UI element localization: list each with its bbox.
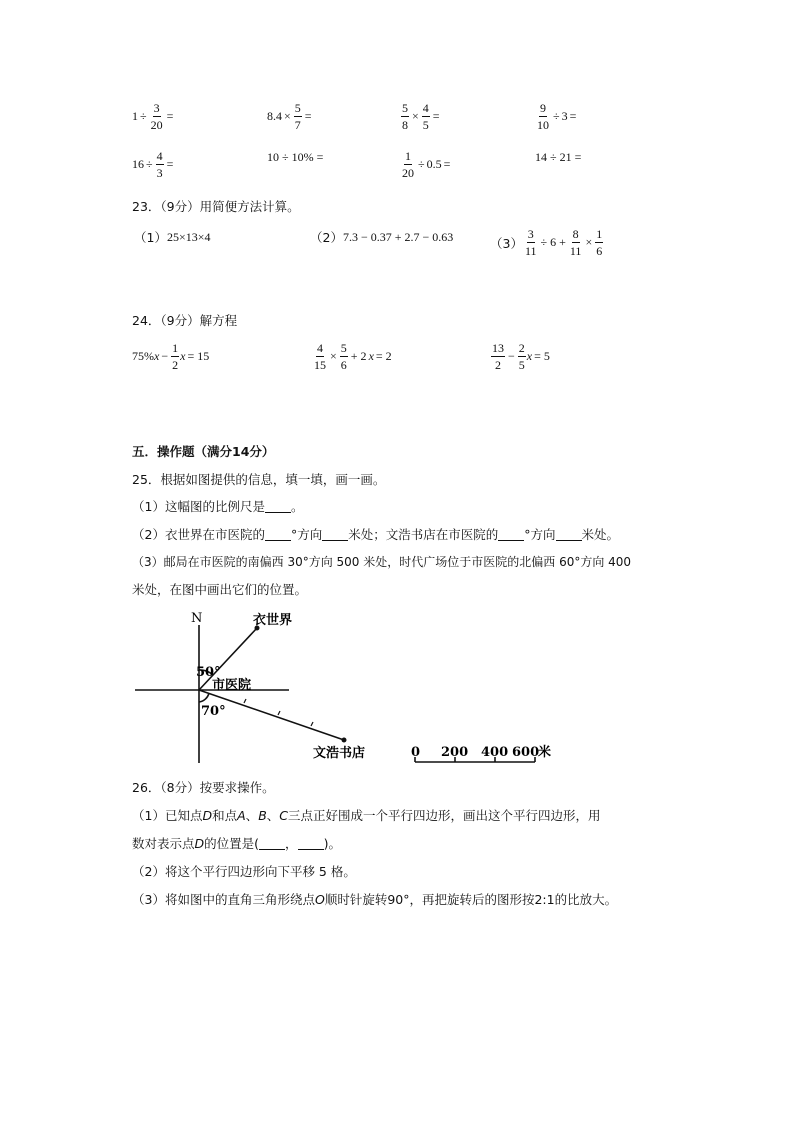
q25-s2: （2）衣世界在市医院的 °方向 米处；文浩书店在市医院的 °方向 米处。 xyxy=(132,527,620,542)
q25-s3-line2: 米处，在图中画出它们的位置。 xyxy=(132,582,308,597)
q23-p3: （3） $\frac{3}{11}$ ÷ 6 + $\frac{8}{11}$ × $\frac{1}{6}$ xyxy=(490,227,603,258)
ray-tick xyxy=(244,699,246,703)
q26-s1-line2: 数对表示点D的位置是( ， )。 xyxy=(132,836,341,851)
q25-s3-line1: （3）邮局在市医院的南偏西 30°方向 500 米处，时代广场位于市医院的北偏西 60°方向 400 xyxy=(132,555,632,569)
q25-title: 25．根据如图提供的信息，填一填，画一画。 xyxy=(132,472,386,487)
section-title: 五．操作题（满分14分） xyxy=(132,444,275,459)
label-angle-50: 50° xyxy=(196,665,221,680)
calc-1-1: 1 ÷ $\frac{3}{20}$ = xyxy=(132,101,174,132)
scale-label: 200 xyxy=(441,745,469,760)
scale-unit: 米 xyxy=(538,745,552,760)
answer-blank[interactable] xyxy=(298,837,324,850)
calc-1-3: $\frac{5}{8}$ × $\frac{4}{5}$ = xyxy=(402,101,440,132)
q26-s1-line1: （1）已知点D和点A、B、C三点正好围成一个平行四边形，画出这个平行四边形，用 xyxy=(132,808,601,823)
ray-tick xyxy=(278,711,280,715)
label-angle-70: 70° xyxy=(201,704,226,719)
q26-title: 26．（8分）按要求操作。 xyxy=(132,780,275,795)
q23-p2: （2） 7.3 − 0.37 + 2.7 − 0.63 xyxy=(310,229,454,245)
q26-s2: （2）将这个平行四边形向下平移 5 格。 xyxy=(132,864,356,879)
q25-s1: （1）这幅图的比例尺是 。 xyxy=(132,499,304,514)
label-hospital: 市医院 xyxy=(212,678,252,693)
scale-label: 0 xyxy=(411,745,421,760)
scale-label: 400 xyxy=(481,745,509,760)
calc-1-2: 8.4 × $\frac{5}{7}$ = xyxy=(267,101,312,132)
answer-blank[interactable] xyxy=(259,837,285,850)
calc-2-2: 10 ÷ 10% = xyxy=(267,150,324,164)
calc-2-4: 14 ÷ 21 = xyxy=(535,150,582,164)
angle-arc-70 xyxy=(199,693,209,702)
label-bookstore: 文浩书店 xyxy=(313,746,366,761)
q24-eq1: 75% x − $\frac{1}{2}$ x = 15 xyxy=(132,341,210,372)
q26-s3: （3）将如图中的直角三角形绕点O顺时针旋转90°，再把旋转后的图形按2:1的比放大。 xyxy=(132,892,618,907)
q24-eq2: $\frac{4}{15}$ × $\frac{5}{6}$ + 2 x = 2 xyxy=(314,341,392,372)
calc-2-1: 16 ÷ $\frac{4}{3}$ = xyxy=(132,149,174,180)
q23-p1: （1） 25×13×4 xyxy=(134,229,211,245)
q23-title: 23．（9分）用简便方法计算。 xyxy=(132,199,300,214)
calc-1-4: $\frac{9}{10}$ ÷ 3 = xyxy=(537,101,577,132)
north-label: N xyxy=(191,611,203,626)
q24-title: 24．（9分）解方程 xyxy=(132,313,238,328)
q24-eq3: $\frac{13}{2}$ − $\frac{2}{5}$ x = 5 xyxy=(492,341,550,372)
calc-2-3: $\frac{1}{20}$ ÷ 0.5 = xyxy=(402,149,451,180)
scale-label: 600 xyxy=(512,745,540,760)
point-bookstore xyxy=(342,738,347,743)
label-yishijie: 衣世界 xyxy=(253,613,293,628)
ray-tick xyxy=(311,722,313,726)
